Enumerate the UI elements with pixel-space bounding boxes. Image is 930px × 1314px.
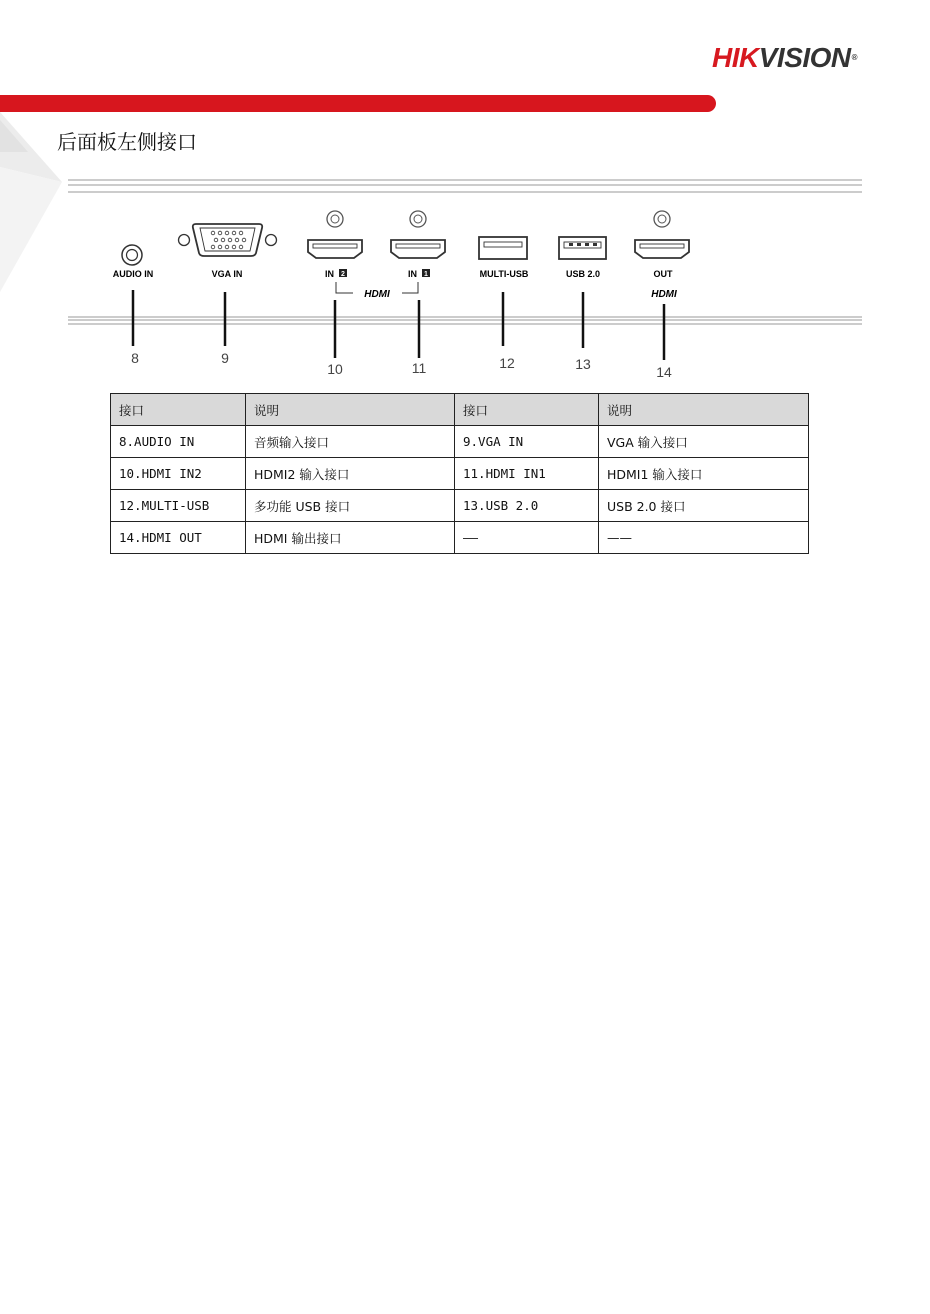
- vga-screw-right-icon: [266, 235, 277, 246]
- port-label-multi-usb: MULTI-USB: [479, 269, 529, 279]
- table-cell: 13.USB 2.0: [455, 490, 599, 522]
- header-description-2: 说明: [599, 394, 809, 426]
- port-label-hdmi-out: OUT: [653, 269, 673, 279]
- table-cell: HDMI 输出接口: [246, 522, 455, 554]
- port-number-10: 10: [327, 361, 343, 377]
- header-port: 接口: [111, 394, 246, 426]
- hdmi-out-connector-icon: [635, 240, 689, 258]
- hdmi-out-led-icon: [654, 211, 670, 227]
- port-label-usb-2: USB 2.0: [565, 269, 601, 279]
- hdmi-in1-led-icon: [410, 211, 426, 227]
- audio-in-port: [113, 245, 154, 366]
- table-cell: 8.AUDIO IN: [111, 426, 246, 458]
- table-cell: 10.HDMI IN2: [111, 458, 246, 490]
- port-label-audio-in: AUDIO IN: [112, 269, 154, 279]
- table-cell: HDMI1 输入接口: [599, 458, 809, 490]
- port-number-12: 12: [499, 355, 515, 371]
- logo-text-dark: VISION: [758, 42, 851, 73]
- rear-panel-diagram: [0, 170, 930, 385]
- logo-text-red: HIK: [712, 42, 759, 73]
- panel-top-rails: [68, 180, 862, 192]
- section-title: 后面板左侧接口: [57, 130, 197, 154]
- table-cell: VGA 输入接口: [599, 426, 809, 458]
- table-row: [111, 522, 809, 554]
- hdmi-in2-led-icon: [327, 211, 343, 227]
- hdmi-out-port: [635, 211, 689, 380]
- port-label-vga-in: VGA IN: [211, 269, 243, 279]
- table-cell: ——: [599, 522, 809, 554]
- port-number-11: 11: [411, 360, 427, 376]
- port-spec-table: [110, 393, 809, 554]
- port-label-hdmi-in2: IN: [325, 269, 334, 279]
- table-cell: 多功能 USB 接口: [246, 490, 455, 522]
- multi-usb-port: [479, 237, 529, 371]
- header-red-bar: [0, 95, 716, 112]
- hikvision-logo: [712, 40, 888, 76]
- panel-bottom-rails: [68, 317, 862, 324]
- port-number-8: 8: [131, 350, 139, 366]
- usb-2-port: [559, 237, 606, 372]
- hdmi-out-label: HDMI: [651, 289, 677, 300]
- hdmi-group-label: HDMI: [364, 289, 390, 300]
- table-cell: 14.HDMI OUT: [111, 522, 246, 554]
- table-header-row: [111, 394, 809, 426]
- vga-in-port: [179, 224, 277, 366]
- audio-jack-icon: [122, 245, 142, 265]
- logo-registered-mark: ®: [851, 53, 858, 62]
- hdmi-in1-connector-icon: [391, 240, 445, 258]
- header-port-2: 接口: [455, 394, 599, 426]
- table-cell: 9.VGA IN: [455, 426, 599, 458]
- header-description: 说明: [246, 394, 455, 426]
- table-cell: USB 2.0 接口: [599, 490, 809, 522]
- table-cell: 12.MULTI-USB: [111, 490, 246, 522]
- port-number-9: 9: [221, 350, 229, 366]
- table-cell: HDMI2 输入接口: [246, 458, 455, 490]
- port-badge-2: 2: [341, 271, 345, 278]
- hdmi-group-bracket: [336, 282, 418, 300]
- table-cell: 音频输入接口: [246, 426, 455, 458]
- table-cell: ——: [455, 522, 599, 554]
- table-row: [111, 426, 809, 458]
- port-badge-1: 1: [424, 271, 428, 278]
- port-number-14: 14: [656, 364, 672, 380]
- port-label-hdmi-in1: IN: [408, 269, 417, 279]
- port-number-13: 13: [575, 356, 591, 372]
- table-row: [111, 490, 809, 522]
- table-cell: 11.HDMI IN1: [455, 458, 599, 490]
- vga-screw-left-icon: [179, 235, 190, 246]
- multi-usb-connector-icon: [479, 237, 527, 259]
- table-row: [111, 458, 809, 490]
- hdmi-in2-port: [308, 211, 362, 377]
- hdmi-in2-connector-icon: [308, 240, 362, 258]
